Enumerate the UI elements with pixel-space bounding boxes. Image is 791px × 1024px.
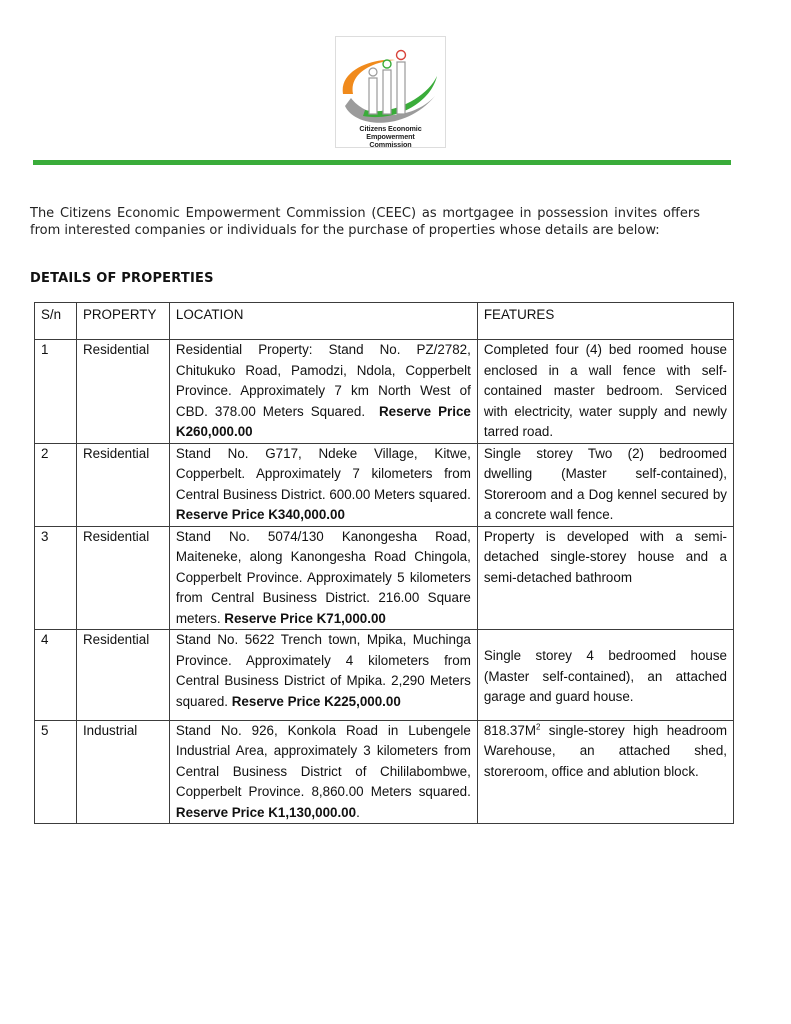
reserve-price: Reserve Price K71,000.00 [224, 610, 386, 626]
cell-sn: 5 [35, 720, 77, 824]
table-row [35, 720, 734, 824]
location-text: Stand No. 5074/130 Kanongesha Road, Maiteneke, along Kanongesha Road Chingola, Copperbelt Province. Approximately 5 kilometers from Central Business District. 216.00 Square meters. [175, 528, 471, 626]
cell-location [169, 340, 477, 444]
intro-paragraph: The Citizens Economic Empowerment Commission (CEEC) as mortgagee in possession invites offers from interested companies or individuals for the purchase of properties whose details are below: [30, 206, 700, 238]
section-heading: DETAILS OF PROPERTIES [30, 271, 214, 286]
cell-location [169, 630, 477, 721]
features-text: Single storey 4 bedroomed house (Master self-contained), an attached garage and guard house. [483, 648, 727, 704]
reserve-price: Reserve Price K1,130,000.00 [175, 804, 357, 820]
cell-features [477, 720, 733, 824]
cell-features [477, 340, 733, 444]
location-text: Stand No. G717, Ndeke Village, Kitwe, Copperbelt. Approximately 7 kilometers from Central Business District. 600.00 Meters squared. [175, 445, 471, 502]
ceec-logo [335, 36, 446, 148]
cell-property: Residential [76, 526, 169, 630]
features-text: single-storey high headroom Warehouse, an attached shed, storeroom, office and ablution block. [483, 722, 727, 779]
reserve-suffix: . [356, 804, 360, 820]
features-text: Completed four (4) bed roomed house enclosed in a wall fence with self-contained master bedroom. Serviced with electricity, water supply and newly tarred road. [483, 342, 727, 439]
logo-caption [335, 125, 446, 149]
cell-features [477, 630, 733, 721]
table-row [35, 526, 734, 630]
logo-caption-line: Citizens Economic Empowerment [359, 124, 422, 141]
cell-location [169, 526, 477, 630]
cell-property: Residential [76, 443, 169, 526]
reserve-price: Reserve Price K225,000.00 [231, 693, 401, 709]
logo-caption-line: Commission [369, 140, 412, 149]
features-prefix: 818.37M [483, 722, 536, 738]
cell-sn: 2 [35, 443, 77, 526]
location-text: Residential Property: Stand No. PZ/2782, Chitukuko Road, Pamodzi, Ndola, Copperbelt Province. Approximately 7 km North West of CBD. 378.00 Meters Squared. [175, 342, 471, 419]
location-text: Stand No. 926, Konkola Road in Lubengele Industrial Area, approximately 3 kilometers from Central Business District of Chililabombwe, Copperbelt Province. 8,860.00 Meters squared. [175, 722, 471, 799]
properties-table [34, 302, 734, 824]
table-row [35, 630, 734, 721]
features-text: Property is developed with a semi-detached single-storey house and a semi-detached bathroom [483, 528, 727, 585]
cell-sn: 4 [35, 630, 77, 721]
cell-features [477, 443, 733, 526]
cell-sn: 1 [35, 340, 77, 444]
table-row [35, 443, 734, 526]
location-text: Stand No. 5622 Trench town, Mpika, Muchinga Province. Approximately 4 kilometers from Central Business District of Mpika. 2,290 Meters squared. [175, 632, 471, 709]
cell-location [169, 720, 477, 824]
cell-property: Residential [76, 340, 169, 444]
header-rule [33, 160, 731, 165]
cell-property: Industrial [76, 720, 169, 824]
header-sn: S/n [35, 303, 77, 340]
header-features: FEATURES [477, 303, 733, 340]
reserve-price: Reserve Price K340,000.00 [175, 507, 345, 522]
header-property: PROPERTY [76, 303, 169, 340]
cell-sn: 3 [35, 526, 77, 630]
cell-location [169, 443, 477, 526]
features-sup: 2 [535, 722, 541, 732]
header-location: LOCATION [169, 303, 477, 340]
table-row [35, 340, 734, 444]
reserve-price: Reserve Price K260,000.00 [175, 403, 471, 439]
cell-features [477, 526, 733, 630]
features-text: Single storey Two (2) bedroomed dwelling (Master self-contained), Storeroom and a Dog kennel secured by a concrete wall fence. [483, 445, 727, 522]
table-header-row [35, 303, 734, 340]
cell-property: Residential [76, 630, 169, 721]
